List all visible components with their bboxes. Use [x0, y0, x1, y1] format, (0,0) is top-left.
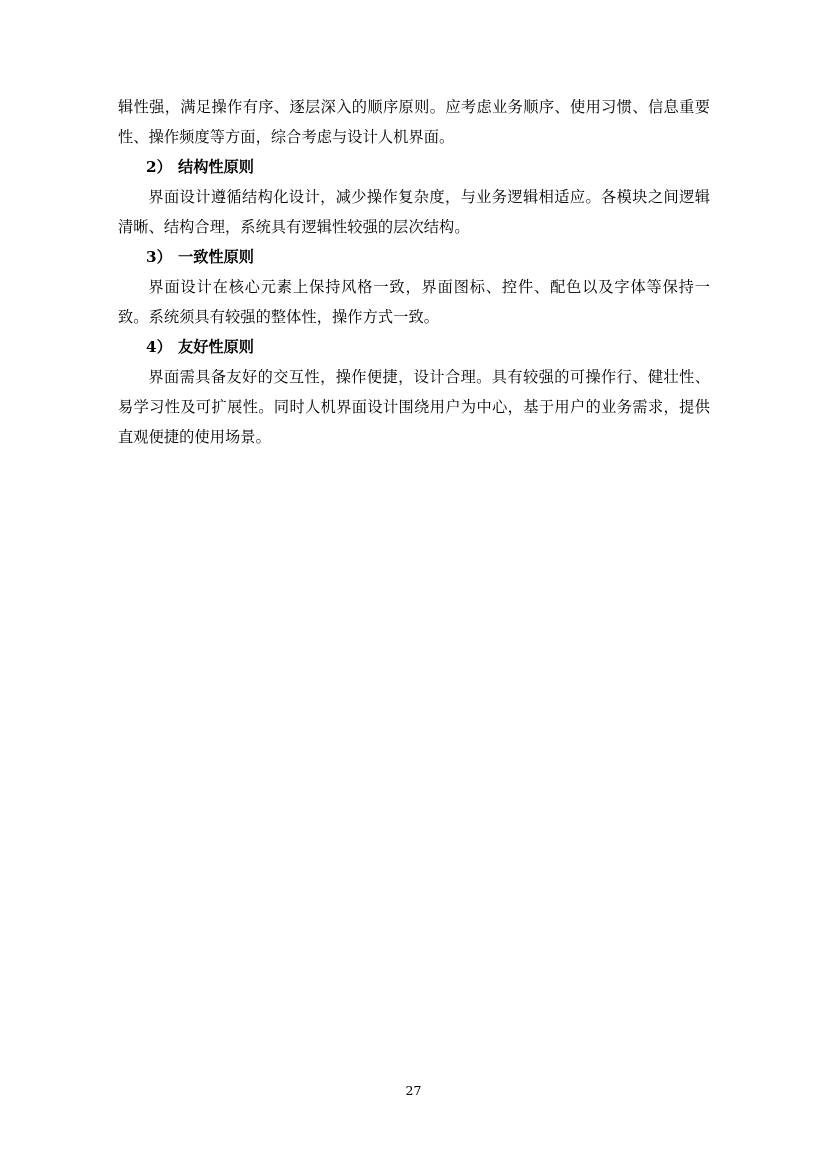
heading-consistency-principle	[118, 242, 710, 272]
heading-label: 友好性原则	[178, 338, 254, 356]
document-body	[118, 92, 710, 452]
heading-label: 一致性原则	[178, 248, 254, 266]
heading-number: 3）	[146, 248, 172, 266]
heading-number: 4）	[146, 338, 172, 356]
heading-friendliness-principle	[118, 332, 710, 362]
page-number: 27	[405, 1083, 422, 1098]
paragraph-intro: 辑性强，满足操作有序、逐层深入的顺序原则。应考虑业务顺序、使用习惯、信息重要性、操作频度等方面，综合考虑与设计人机界面。	[118, 98, 710, 146]
paragraph-consistency-principle: 界面设计在核心元素上保持风格一致，界面图标、控件、配色以及字体等保持一致。系统须具有较强的整体性，操作方式一致。	[118, 278, 710, 326]
heading-structural-principle	[118, 152, 710, 182]
heading-number: 2）	[146, 158, 172, 176]
paragraph-friendliness-principle: 界面需具备友好的交互性，操作便捷，设计合理。具有较强的可操作行、健壮性、易学习性及可扩展性。同时人机界面设计围绕用户为中心，基于用户的业务需求，提供直观便捷的使用场景。	[118, 368, 710, 446]
paragraph-structural-principle: 界面设计遵循结构化设计，减少操作复杂度，与业务逻辑相适应。各模块之间逻辑清晰、结构合理，系统具有逻辑性较强的层次结构。	[118, 188, 710, 236]
heading-label: 结构性原则	[178, 158, 254, 176]
